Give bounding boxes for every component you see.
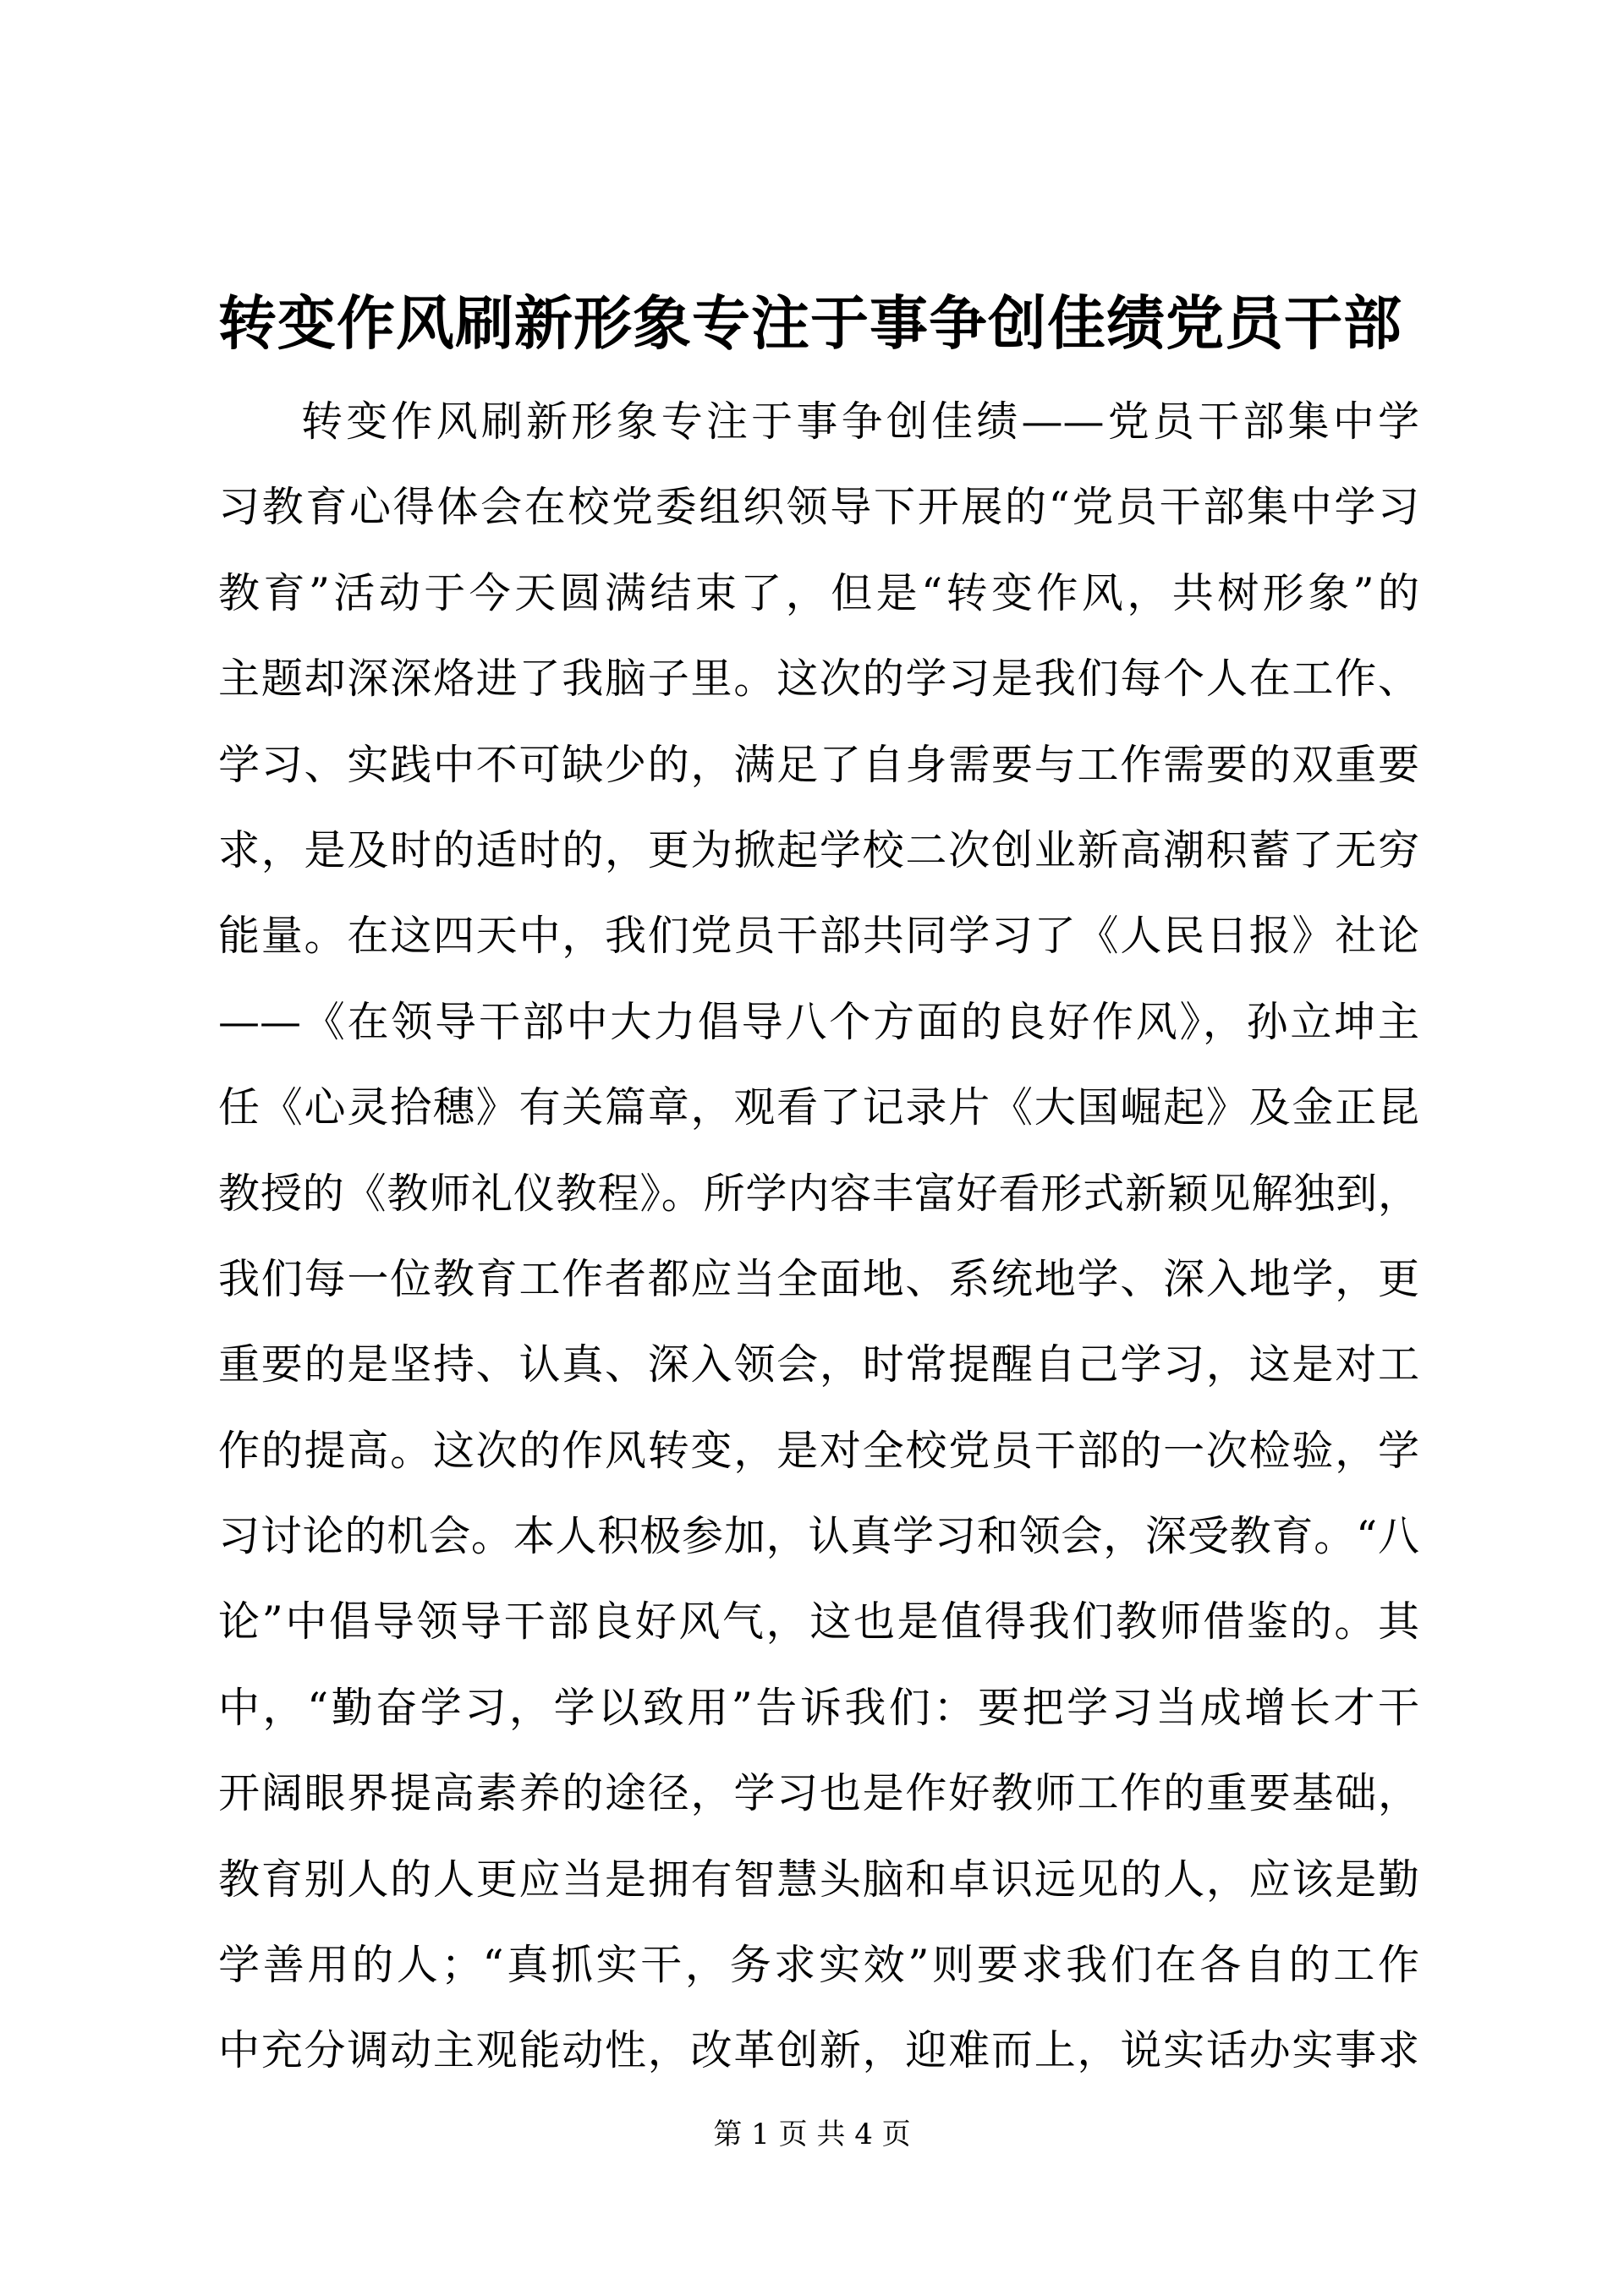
document-body (218, 379, 1419, 2094)
body-line: 任《心灵拾穗》有关篇章，观看了记录片《大国崛起》及金正昆 (218, 1083, 1419, 1132)
body-line: 学习、实践中不可缺少的，满足了自身需要与工作需要的双重要 (218, 740, 1419, 789)
body-line: 中充分调动主观能动性，改革创新，迎难而上，说实话办实事求 (218, 2026, 1419, 2075)
body-line: 作的提高。这次的作风转变，是对全校党员干部的一次检验，学 (218, 1426, 1419, 1475)
document-title: 转变作风刷新形象专注于事争创佳绩党员干部 (218, 289, 1402, 358)
body-line: 学善用的人；“真抓实干，务求实效”则要求我们在各自的工作 (218, 1941, 1419, 1990)
body-line: 开阔眼界提高素养的途径，学习也是作好教师工作的重要基础， (218, 1769, 1419, 1818)
body-line: 我们每一位教育工作者都应当全面地、系统地学、深入地学，更 (218, 1254, 1419, 1303)
body-line: 教育”活动于今天圆满结束了，但是“转变作风，共树形象”的 (218, 568, 1419, 617)
page-number-label: 第 1 页 共 4 页 (713, 2118, 911, 2151)
body-line: 主题却深深烙进了我脑子里。这次的学习是我们每个人在工作、 (218, 655, 1419, 704)
body-line: 转变作风刷新形象专注于事争创佳绩——党员干部集中学 (301, 397, 1419, 446)
body-line: 求，是及时的适时的，更为掀起学校二次创业新高潮积蓄了无穷 (218, 825, 1419, 874)
page-footer (0, 2116, 1624, 2153)
body-line: 中，“勤奋学习，学以致用”告诉我们：要把学习当成增长才干 (218, 1683, 1419, 1732)
body-line: 习讨论的机会。本人积极参加，认真学习和领会，深受教育。“八 (218, 1512, 1419, 1561)
body-line: ——《在领导干部中大力倡导八个方面的良好作风》，孙立坤主 (218, 997, 1419, 1046)
body-line: 教授的《教师礼仪教程》。所学内容丰富好看形式新颖见解独到， (218, 1169, 1419, 1218)
body-line: 能量。在这四天中，我们党员干部共同学习了《人民日报》社论 (218, 912, 1419, 961)
body-line: 习教育心得体会在校党委组织领导下开展的“党员干部集中学习 (218, 483, 1419, 532)
body-line: 教育别人的人更应当是拥有智慧头脑和卓识远见的人，应该是勤 (218, 1855, 1419, 1904)
body-line: 重要的是坚持、认真、深入领会，时常提醒自己学习，这是对工 (218, 1340, 1419, 1389)
body-line: 论”中倡导领导干部良好风气，这也是值得我们教师借鉴的。其 (218, 1597, 1419, 1647)
